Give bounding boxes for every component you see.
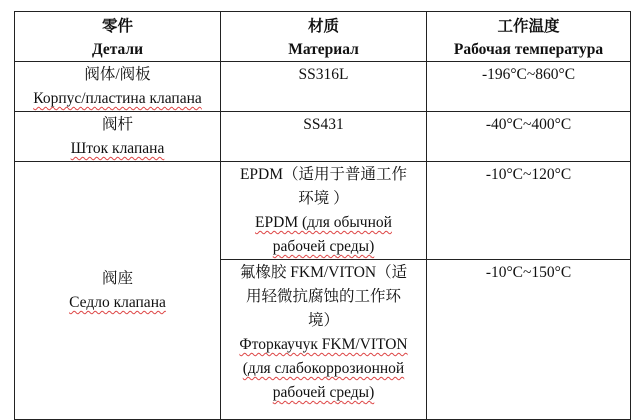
material-line: (для слабокоррозионной <box>242 360 405 377</box>
temp-value: -10°C~120°C <box>485 166 572 183</box>
table-row <box>15 112 631 162</box>
temp-cell-stem <box>427 112 631 162</box>
material-line: 用轻微抗腐蚀的工作环 <box>245 288 401 305</box>
header-parts <box>15 12 221 62</box>
header-temperature-ru: Рабочая температура <box>453 41 604 58</box>
part-name-ru: Корпус/пластина клапана <box>33 90 202 107</box>
header-row <box>15 12 631 62</box>
header-temperature-zh: 工作温度 <box>497 18 560 35</box>
part-name-zh: 阀杆 <box>101 116 133 133</box>
part-cell-stem <box>15 112 221 162</box>
part-cell-body <box>15 62 221 112</box>
part-name-ru: Шток клапана <box>70 140 165 157</box>
material-line: 境） <box>307 312 339 329</box>
material-line: Фторкаучук FKM/VITON <box>239 336 408 353</box>
material-line: рабочей среды) <box>272 238 375 255</box>
material-line: EPDM (для обычной <box>255 214 392 231</box>
material-line: 氟橡胶 FKM/VITON（适 <box>239 264 408 281</box>
header-parts-zh: 零件 <box>101 18 133 35</box>
part-name-zh: 阀座 <box>101 270 133 287</box>
material-line: 环境 ） <box>298 190 349 207</box>
temp-value: -40°C~400°C <box>485 116 572 133</box>
material-value: SS316L <box>298 66 349 83</box>
temp-cell-body <box>427 62 631 112</box>
temp-cell-epdm <box>427 162 631 260</box>
temp-value: -196°C~860°C <box>481 66 576 83</box>
material-line: рабочей среды) <box>272 384 375 401</box>
table-row <box>15 62 631 112</box>
header-material-zh: 材质 <box>307 18 339 35</box>
header-material <box>221 12 427 62</box>
material-cell-body <box>221 62 427 112</box>
part-cell-seat <box>15 162 221 420</box>
material-line: EPDM（适用于普通工作 <box>239 166 408 183</box>
temp-value: -10°C~150°C <box>485 264 572 281</box>
material-value: SS431 <box>303 116 344 133</box>
header-temperature <box>427 12 631 62</box>
temp-cell-fkm <box>427 260 631 420</box>
part-name-ru: Седло клапана <box>69 294 166 311</box>
material-cell-stem <box>221 112 427 162</box>
part-name-zh: 阀体/阀板 <box>84 66 151 83</box>
table-row <box>15 162 631 260</box>
spec-table <box>14 11 631 420</box>
material-cell-epdm <box>221 162 427 260</box>
header-parts-ru: Детали <box>91 41 144 58</box>
header-material-ru: Материал <box>288 41 359 58</box>
material-cell-fkm <box>221 260 427 420</box>
